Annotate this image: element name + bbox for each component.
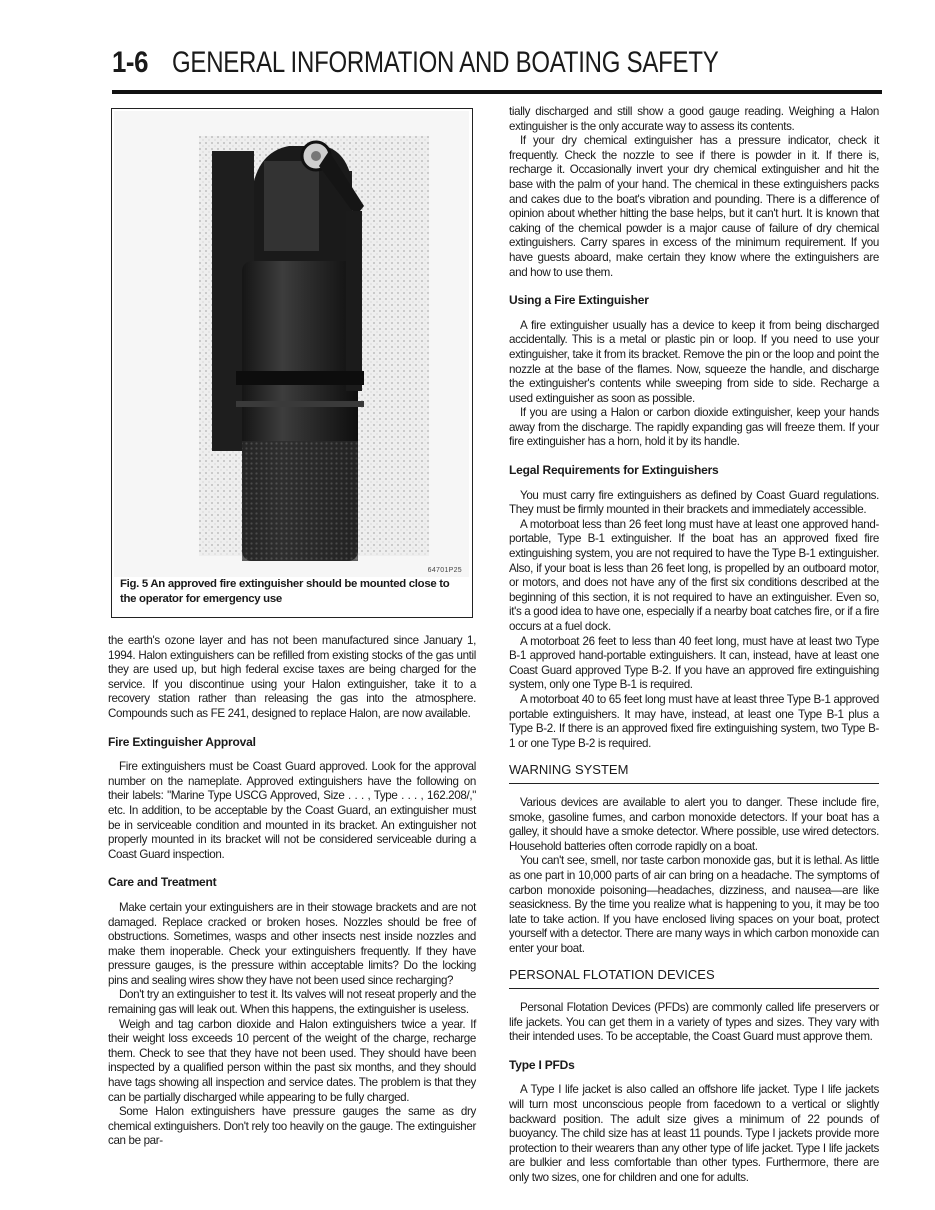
paragraph: Make certain your extinguishers are in their stowage brackets and are not damaged. Replace cracked or broken hoses. Nozzles should be free of obstructions. Sometimes, wasps and other insects nest inside nozzles and make them inoperable. Check your extinguishers frequently. If they have pressure gauges, is the pressure within acceptable limits? Do the locking pins and sealing wires show they have not been used since recharging?: [108, 900, 476, 987]
paragraph: Various devices are available to alert you to danger. These include fire, smoke, gasoline fumes, and carbon monoxide detectors. If your boat has a galley, it should have a smoke detector. Where possible, use wired detectors. Household batteries often corrode rapidly on a boat.: [509, 795, 879, 853]
page-header: [112, 46, 882, 86]
section-heading-warning: WARNING SYSTEM: [509, 763, 879, 784]
paragraph: A fire extinguisher usually has a device to keep it from being discharged accidentally. This is a metal or plastic pin or loop. If you need to use your extinguisher, take it from its bracket. Remove the pin or the loop and point the nozzle at the base of the flames. Now, squeeze the handle, and discharge the extinguisher's contents while sweeping from side to side. Recharge a used extinguisher as soon as possible.: [509, 318, 879, 405]
paragraph: the earth's ozone layer and has not been manufactured since January 1, 1994. Halon extinguishers can be refilled from existing stocks of the gas until they are used up, but high federal excise taxes are being charged for the service. If you discontinue using your Halon extinguisher, take it to a recovery station rather than releasing the gas into the atmosphere. Compounds such as FE 241, designed to replace Halon, are now available.: [108, 634, 476, 720]
header-rule: [112, 90, 882, 94]
paragraph: A motorboat 26 feet to less than 40 feet long, must have at least two Type B-1 approved hand-portable extinguishers. It can, instead, have at least one Coast Guard approved Type B-2. If you have an approved fire extinguishing system, only one Type B-1 is required.: [509, 634, 879, 692]
chapter-title: GENERAL INFORMATION AND BOATING SAFETY: [172, 46, 719, 79]
figure-code: 64701P25: [427, 567, 462, 574]
paragraph: You can't see, smell, nor taste carbon monoxide gas, but it is lethal. As little as one part in 10,000 parts of air can bring on a headache. The symptoms of carbon monoxide poisoning—headaches, dizziness, and nausea—are like seasickness. By the time you realize what is happening to you, it may be too late to take action. If you have enclosed living spaces on your boat, protect yourself with a detector. There are many ways in which carbon monoxide can enter your boat.: [509, 854, 879, 955]
figure-5: [111, 108, 473, 618]
paragraph: Fire extinguishers must be Coast Guard approved. Look for the approval number on the nameplate. Approved extinguishers have the following on their labels: "Marine Type USCG Approved, Size . . . , Type . . . , 162.208/," etc. In addition, to be acceptable by the Coast Guard, an extinguisher must be in serviceable condition and mounted in its bracket. An extinguisher not properly mounted in its bracket will not be considered serviceable during a Coast Guard inspection.: [108, 760, 476, 861]
subheading-type1: Type I PFDs: [509, 1057, 575, 1072]
subheading-approval: Fire Extinguisher Approval: [108, 734, 256, 749]
left-column: [108, 634, 476, 1149]
paragraph: Weigh and tag carbon dioxide and Halon extinguishers twice a year. If their weight loss exceeds 10 percent of the weight of the charge, recharge them. Check to see that they have not been used. They should have been inspected by a qualified person within the past six months, and they should have tags showing all inspection and service dates. The problem is that they can be partially discharged while appearing to be fully charged.: [108, 1017, 476, 1104]
paragraph: A motorboat less than 26 feet long must have at least one approved hand-portable, Type B-1 extinguisher. If the boat has an approved fixed fire extinguishing system, you are not required to have the Type B-1 extinguisher. Also, if your boat is less than 26 feet long, is propelled by an outboard motor, or motors, and does not have any of the first six conditions described at the beginning of this section, it is not required to have an extinguisher. Even so, it's a good idea to have one, especially if a nearby boat catches fire, or if a fire occurs at a fuel dock.: [509, 517, 879, 633]
subheading-using: Using a Fire Extinguisher: [509, 293, 649, 308]
right-column: [509, 105, 879, 1186]
paragraph: A motorboat 40 to 65 feet long must have at least three Type B-1 approved portable extinguishers. It may have, instead, at least one Type B-1 plus a Type B-2. If there is an approved fixed fire extinguishing system, two Type B-1 or one Type B-2 is required.: [509, 692, 879, 750]
paragraph: If your dry chemical extinguisher has a pressure indicator, check it frequently. Check the nozzle to see if there is powder in it. If there is, recharge it. Occasionally invert your dry chemical extinguisher and hit the base with the palm of your hand. The chemical in these extinguishers packs and cakes due to the boat's vibration and pounding. There is a difference of opinion about whether hitting the base helps, but it can't hurt. It is known that caking of the chemical powder is a major cause of failure of dry chemical extinguishers. Carry spares in excess of the minimum requirement. If you have guests aboard, make certain they know where the extinguishers are and how to use them.: [509, 134, 879, 279]
page-number: 1-6: [112, 46, 148, 79]
paragraph: tially discharged and still show a good gauge reading. Weighing a Halon extinguisher is the only accurate way to assess its contents.: [509, 105, 879, 133]
paragraph: If you are using a Halon or carbon dioxide extinguisher, keep your hands away from the discharge. The rapidly expanding gas will freeze them. If your fire extinguisher has a horn, hold it by its handle.: [509, 406, 879, 449]
paragraph: A Type I life jacket is also called an offshore life jacket. Type I life jackets will turn most unconscious people from facedown to a vertical or slightly backward position. The adult size gives a minimum of 22 pounds of buoyancy. The child size has at least 11 pounds. Type I jackets provide more protection to their wearers than any other type of life jacket. Type I life jackets are bulkier and less comfortable than other types. Furthermore, there are only two sizes, one for children and one for adults.: [509, 1083, 879, 1184]
subheading-legal: Legal Requirements for Extinguishers: [509, 463, 719, 478]
paragraph: Some Halon extinguishers have pressure gauges the same as dry chemical extinguishers. Don't rely too heavily on the gauge. The extinguisher can be par-: [108, 1105, 476, 1148]
fire-extinguisher-illustration: [114, 111, 469, 577]
paragraph: Personal Flotation Devices (PFDs) are commonly called life preservers or life jackets. You can get them in a variety of types and sizes. They vary with their intended uses. To be acceptable, the Coast Guard must approve them.: [509, 1001, 879, 1044]
section-heading-pfd: PERSONAL FLOTATION DEVICES: [509, 968, 879, 989]
fire-extinguisher-photo: [114, 111, 469, 577]
paragraph: Don't try an extinguisher to test it. Its valves will not reseat properly and the remaining gas will leak out. When this happens, the extinguisher is useless.: [108, 988, 476, 1017]
paragraph: You must carry fire extinguishers as defined by Coast Guard regulations. They must be firmly mounted in their brackets and immediately accessible.: [509, 488, 879, 517]
subheading-care: Care and Treatment: [108, 875, 217, 890]
figure-caption: Fig. 5 An approved fire extinguisher should be mounted close to the operator for emergency use: [120, 578, 450, 605]
